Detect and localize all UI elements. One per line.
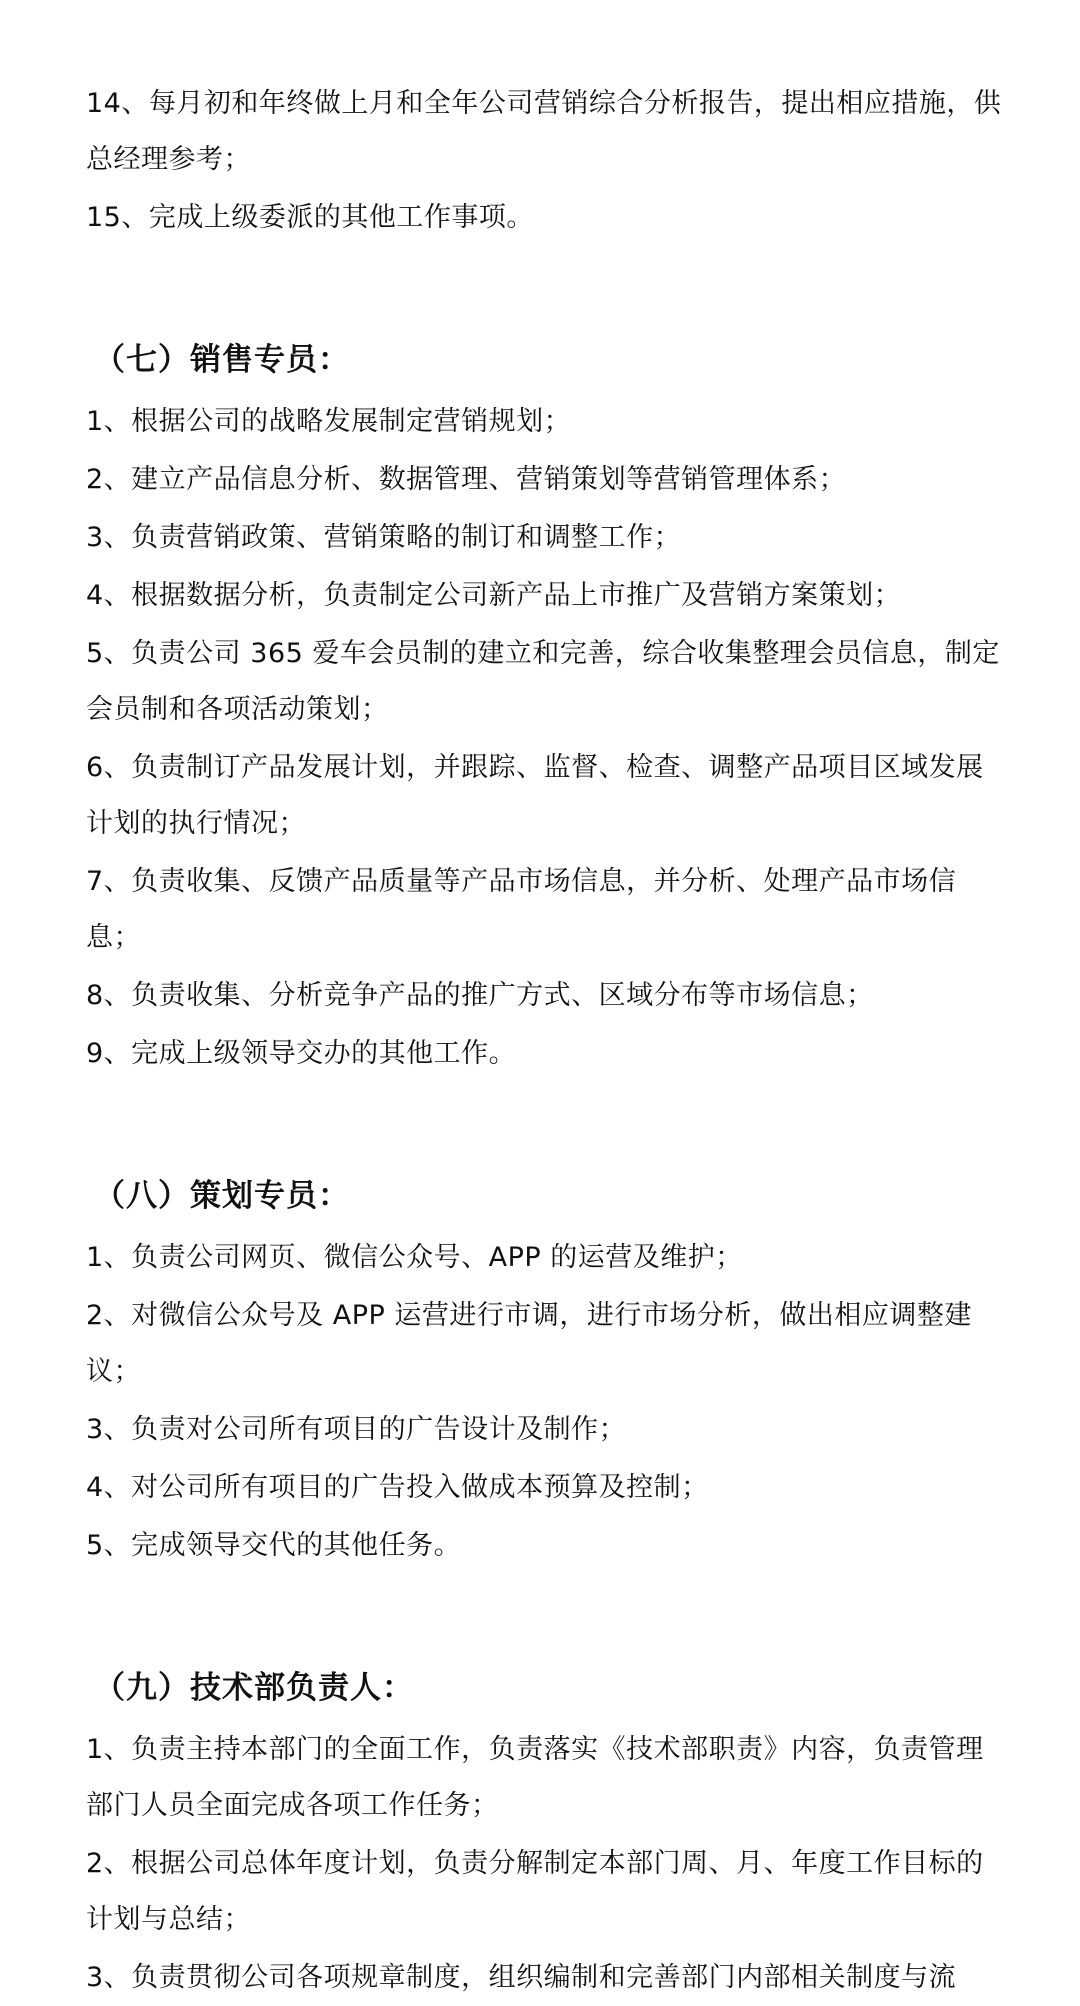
- list-item: 5、完成领导交代的其他任务。: [86, 1530, 462, 1561]
- section-heading: （七）销售专员：: [94, 342, 350, 378]
- list-item: 1、根据公司的战略发展制定营销规划；: [86, 406, 572, 437]
- list-item: 15、完成上级委派的其他工作事项。: [86, 202, 534, 233]
- list-item: 2、对微信公众号及 APP 运营进行市调，进行市场分析，做出相应调整建议；: [86, 1300, 972, 1387]
- list-item: 1、负责主持本部门的全面工作，负责落实《技术部职责》内容，负责管理部门人员全面完成各项工作任务；: [86, 1734, 984, 1821]
- list-item: 3、负责对公司所有项目的广告设计及制作；: [86, 1414, 627, 1445]
- list-item: 2、建立产品信息分析、数据管理、营销策划等营销管理体系；: [86, 464, 847, 495]
- list-item: 4、根据数据分析，负责制定公司新产品上市推广及营销方案策划；: [86, 580, 902, 611]
- section-tech-head: [86, 1660, 1010, 2006]
- list-item: 2、根据公司总体年度计划，负责分解制定本部门周、月、年度工作目标的计划与总结；: [86, 1848, 984, 1935]
- list-item: 5、负责公司 365 爱车会员制的建立和完善，综合收集整理会员信息，制定会员制和各项活动策划；: [86, 638, 1000, 725]
- list-item: 3、负责贯彻公司各项规章制度，组织编制和完善部门内部相关制度与流: [86, 1962, 957, 1993]
- list-item: 14、每月初和年终做上月和全年公司营销综合分析报告，提出相应措施，供总经理参考；: [86, 88, 1002, 175]
- list-item: 8、负责收集、分析竞争产品的推广方式、区域分布等市场信息；: [86, 980, 874, 1011]
- list-item: 3、负责营销政策、营销策略的制订和调整工作；: [86, 522, 682, 553]
- section-heading: （九）技术部负责人：: [94, 1670, 414, 1706]
- list-item: 7、负责收集、反馈产品质量等产品市场信息，并分析、处理产品市场信息；: [86, 866, 957, 953]
- list-item: 1、负责公司网页、微信公众号、APP 的运营及维护；: [86, 1242, 743, 1273]
- intro-section: [86, 76, 1010, 246]
- list-item: 6、负责制订产品发展计划，并跟踪、监督、检查、调整产品项目区域发展计划的执行情况；: [86, 752, 984, 839]
- list-item: 9、完成上级领导交办的其他工作。: [86, 1038, 517, 1069]
- section-sales-specialist: [86, 332, 1010, 1082]
- section-planning-specialist: [86, 1168, 1010, 1574]
- section-heading: （八）策划专员：: [94, 1178, 350, 1214]
- list-item: 4、对公司所有项目的广告投入做成本预算及控制；: [86, 1472, 709, 1503]
